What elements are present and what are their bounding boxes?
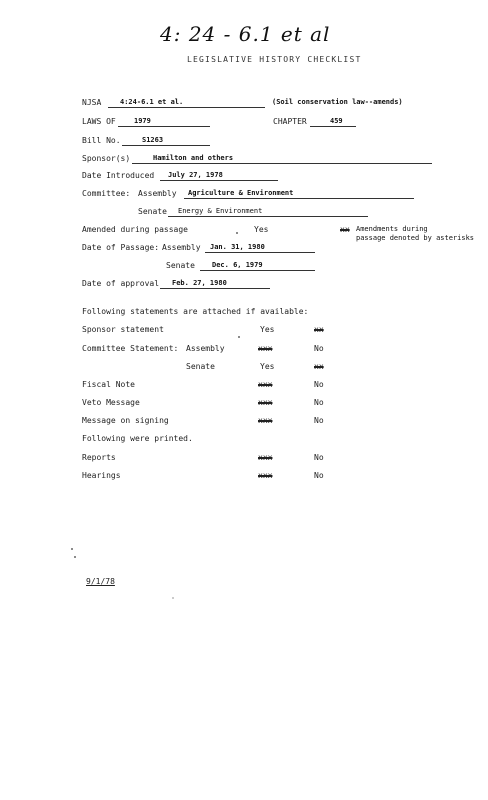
date-of-approval-value: Feb. 27, 1980 [172,279,227,287]
passage-assembly-label: Assembly [162,243,201,252]
statements-intro: Following statements are attached if available: [82,307,309,316]
committee-label: Committee: [82,189,131,198]
statement-no-signing: No [314,416,324,425]
njsa-label: NJSA [82,98,102,107]
statement-yes-fiscal-note: xxx [258,380,273,389]
bill-no-value: S1263 [142,136,164,144]
statement-sub-senate: Senate [186,362,215,371]
date-of-approval-label: Date of approval [82,279,160,288]
printed-label-reports: Reports [82,453,116,462]
passage-assembly-value: Jan. 31, 1980 [210,243,265,251]
scan-speck [236,232,238,234]
committee-senate-label: Senate [138,207,167,216]
laws-of-value: 1979 [134,117,151,125]
passage-assembly-line [205,252,315,253]
statement-label-signing: Message on signing [82,416,169,425]
statement-label-veto: Veto Message [82,398,140,407]
scan-speck [172,597,174,599]
committee-assembly-label: Assembly [138,189,177,198]
statement-no-assembly: No [314,344,324,353]
date-of-approval-line [160,288,270,289]
bill-no-label: Bill No. [82,136,121,145]
statement-yes-signing: xxx [258,416,273,425]
statement-label-committee: Committee Statement: [82,344,179,353]
sponsors-label: Sponsor(s) [82,154,131,163]
amended-yes: Yes [254,225,269,234]
sponsors-line [132,163,432,164]
printed-yes-hearings: xxx [258,471,273,480]
date-introduced-line [160,180,278,181]
statement-no-veto: No [314,398,324,407]
amended-label: Amended during passage [82,225,188,234]
committee-senate-line [168,216,368,217]
statement-yes-assembly: xxx [258,344,273,353]
statement-yes-veto: xxx [258,398,273,407]
njsa-value: 4:24-6.1 et al. [120,98,184,106]
statement-label-fiscal-note: Fiscal Note [82,380,135,389]
statement-no-senate: xx [314,362,324,371]
chapter-value: 459 [330,117,343,125]
amended-note-line2: passage denoted by asterisks [356,234,475,242]
date-of-passage-label: Date of Passage: [82,243,160,252]
printed-label-hearings: Hearings [82,471,121,480]
laws-of-label: LAWS OF [82,117,116,126]
printed-no-hearings: No [314,471,324,480]
sponsors-value: Hamilton and others [153,154,234,162]
date-introduced-value: July 27, 1978 [168,171,223,179]
passage-senate-value: Dec. 6, 1979 [212,261,263,269]
passage-senate-line [200,270,315,271]
scan-speck [74,556,76,558]
chapter-line [310,126,356,127]
amended-note-line1: Amendments during [356,225,428,233]
scan-speck [238,336,240,338]
handwritten-statute-code: 4: 24 - 6.1 et al [160,22,331,46]
njsa-note: (Soil conservation law--amends) [272,98,403,106]
committee-senate-value: Energy & Environment [178,207,263,215]
statement-no-fiscal-note: No [314,380,324,389]
statement-sub-assembly: Assembly [186,344,225,353]
date-introduced-label: Date Introduced [82,171,155,180]
statement-label-sponsor: Sponsor statement [82,325,164,334]
chapter-label: CHAPTER [273,117,307,126]
laws-of-line [118,126,210,127]
printed-yes-reports: xxx [258,453,273,462]
checklist-title: LEGISLATIVE HISTORY CHECKLIST [187,55,362,64]
statement-yes-sponsor: Yes [260,325,275,334]
statement-no-sponsor: xx [314,325,324,334]
printed-intro: Following were printed. [82,434,193,443]
scan-speck [71,548,73,550]
passage-senate-label: Senate [166,261,195,270]
printed-no-reports: No [314,453,324,462]
bill-no-line [122,145,210,146]
committee-assembly-value: Agriculture & Environment [188,189,294,197]
amended-no-struck: xx [340,225,350,234]
njsa-line [108,107,265,108]
statement-yes-senate: Yes [260,362,275,371]
footer-date: 9/1/78 [86,577,115,586]
committee-assembly-line [184,198,414,199]
